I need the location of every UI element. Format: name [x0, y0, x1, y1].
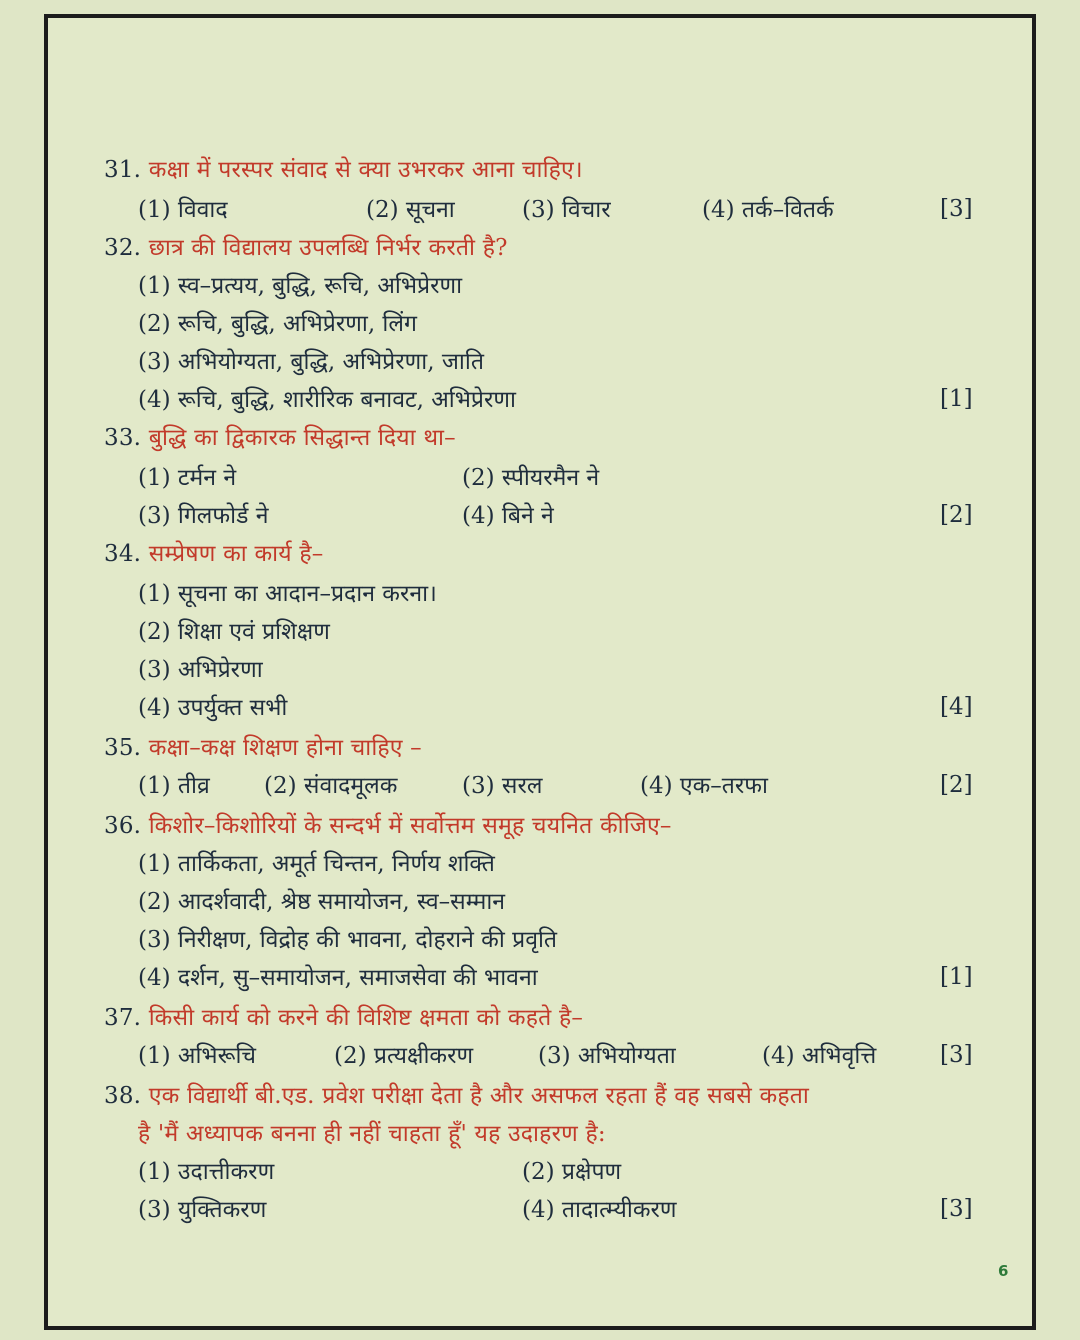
option: (2) आदर्शवादी, श्रेष्ठ समायोजन, स्व–सम्मान	[138, 889, 506, 915]
option: (2) संवादमूलक	[264, 773, 398, 799]
question-35	[104, 730, 422, 762]
option: (1) तार्किकता, अमूर्त चिन्तन, निर्णय शक्ति	[138, 851, 495, 877]
option: (4) दर्शन, सु–समायोजन, समाजसेवा की भावना	[138, 965, 538, 991]
option: (1) टर्मन ने	[138, 465, 237, 491]
answer-key: [3]	[940, 1196, 973, 1222]
option: (2) प्रक्षेपण	[522, 1159, 622, 1185]
answer-key: [1]	[940, 964, 973, 990]
answer-key: [4]	[940, 694, 973, 720]
question-number: 35.	[104, 735, 142, 761]
question-text: छात्र की विद्यालय उपलब्धि निर्भर करती है?	[148, 235, 508, 261]
question-34	[104, 536, 323, 568]
question-text: बुद्धि का द्विकारक सिद्धान्त दिया था–	[148, 425, 456, 451]
question-text: कक्षा–कक्ष शिक्षण होना चाहिए –	[148, 735, 422, 761]
option: (1) अभिरूचि	[138, 1043, 257, 1069]
option: (1) उदात्तीकरण	[138, 1159, 275, 1185]
question-number: 32.	[104, 235, 142, 261]
question-text: सम्प्रेषण का कार्य है–	[148, 541, 324, 567]
option: (3) अभिप्रेरणा	[138, 657, 263, 683]
option: (1) स्व–प्रत्यय, बुद्धि, रूचि, अभिप्रेरणा	[138, 273, 463, 299]
question-number: 33.	[104, 425, 142, 451]
question-36	[104, 808, 672, 840]
option: (3) अभियोग्यता	[538, 1043, 676, 1069]
question-text: कक्षा में परस्पर संवाद से क्या उभरकर आना चाहिए।	[148, 157, 583, 183]
answer-key: [2]	[940, 772, 973, 798]
option: (2) सूचना	[366, 197, 455, 223]
question-37	[104, 1000, 583, 1032]
answer-key: [2]	[940, 502, 973, 528]
question-text: किशोर–किशोरियों के सन्दर्भ में सर्वोत्तम समूह चयनित कीजिए–	[148, 813, 672, 839]
question-number: 38.	[104, 1083, 142, 1109]
option: (4) एक–तरफा	[640, 773, 768, 799]
option: (2) शिक्षा एवं प्रशिक्षण	[138, 619, 330, 645]
question-31	[104, 152, 583, 184]
answer-key: [3]	[940, 196, 973, 222]
option: (3) अभियोग्यता, बुद्धि, अभिप्रेरणा, जाति	[138, 349, 484, 375]
option: (2) प्रत्यक्षीकरण	[334, 1043, 474, 1069]
option: (1) सूचना का आदान–प्रदान करना।	[138, 581, 437, 607]
option: (4) तर्क–वितर्क	[702, 197, 834, 223]
option: (4) उपर्युक्त सभी	[138, 695, 288, 721]
option: (3) विचार	[522, 197, 611, 223]
question-38-continued: है 'मैं अध्यापक बनना ही नहीं चाहता हूँ' यह उदाहरण है:	[138, 1121, 606, 1147]
option: (1) तीव्र	[138, 773, 210, 799]
question-number: 34.	[104, 541, 142, 567]
option: (4) तादात्म्यीकरण	[522, 1197, 677, 1223]
question-32	[104, 230, 508, 262]
question-number: 31.	[104, 157, 142, 183]
answer-key: [1]	[940, 386, 973, 412]
option: (3) सरल	[462, 773, 543, 799]
question-text: किसी कार्य को करने की विशिष्ट क्षमता को कहते है–	[148, 1005, 584, 1031]
option: (4) अभिवृत्ति	[762, 1043, 877, 1069]
option: (3) निरीक्षण, विद्रोह की भावना, दोहराने की प्रवृति	[138, 927, 558, 953]
question-33	[104, 420, 456, 452]
page-number: 6	[998, 1262, 1009, 1280]
option: (2) स्पीयरमैन ने	[462, 465, 600, 491]
answer-key: [3]	[940, 1042, 973, 1068]
option: (3) युक्तिकरण	[138, 1197, 267, 1223]
option: (2) रूचि, बुद्धि, अभिप्रेरणा, लिंग	[138, 311, 417, 337]
option: (1) विवाद	[138, 197, 228, 223]
option: (4) रूचि, बुद्धि, शारीरिक बनावट, अभिप्रेरणा	[138, 387, 516, 413]
question-text: एक विद्यार्थी बी.एड. प्रवेश परीक्षा देता है और असफल रहता हैं वह सबसे कहता	[148, 1083, 810, 1109]
question-number: 36.	[104, 813, 142, 839]
option: (4) बिने ने	[462, 503, 554, 529]
question-number: 37.	[104, 1005, 142, 1031]
question-38	[104, 1078, 809, 1110]
option: (3) गिलफोर्ड ने	[138, 503, 269, 529]
